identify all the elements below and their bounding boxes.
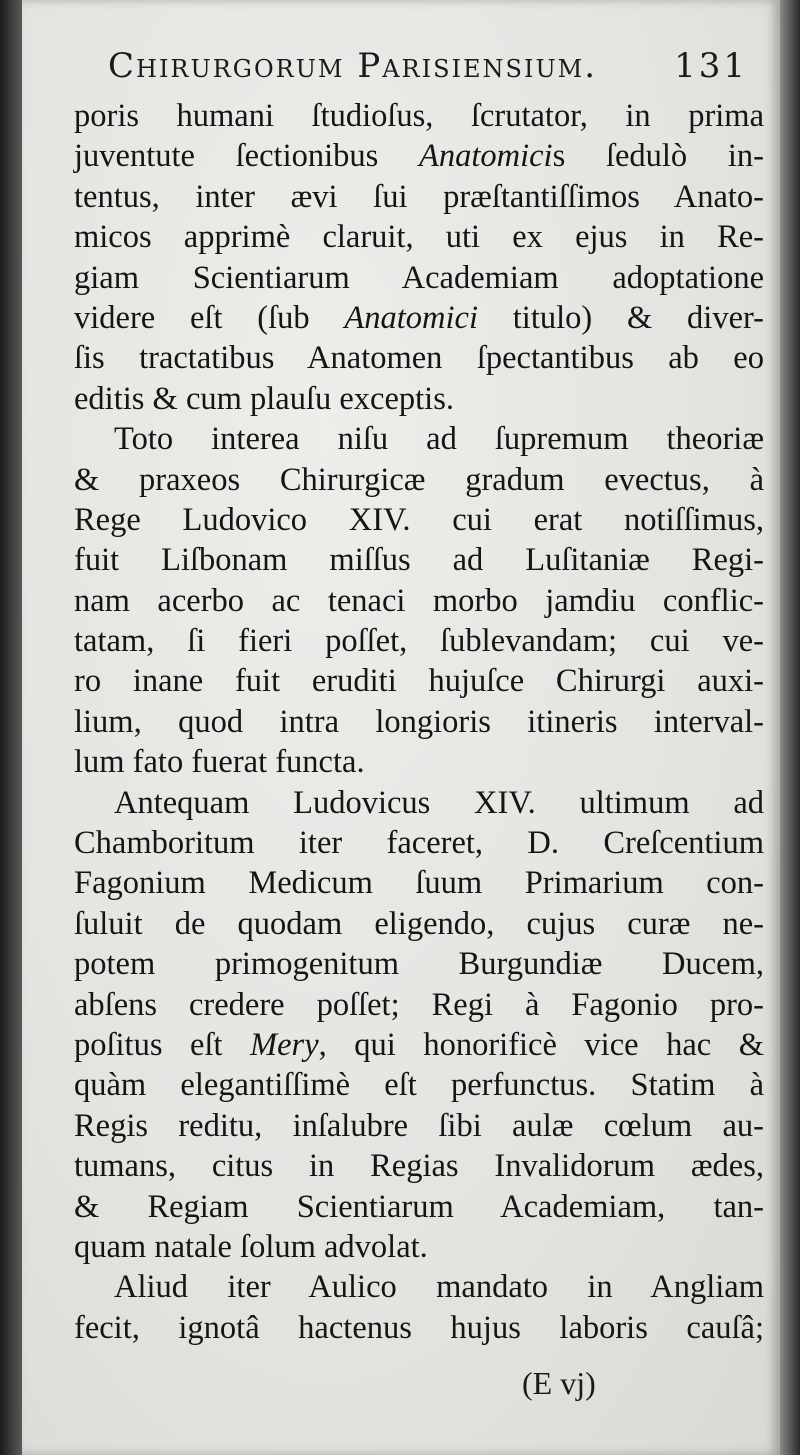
book-page — [22, 0, 780, 1455]
binding-edge — [0, 0, 22, 1455]
text-line: abſens credere poſſet; Regi à Fagonio pro- — [74, 986, 764, 1023]
text-line: quàm elegantiſſimè eſt perfunctus. Statim à — [74, 1067, 764, 1104]
text-line: tatam, ſi fieri poſſet, ſublevandam; cui ve- — [74, 623, 764, 660]
running-head — [108, 46, 748, 94]
text-line: giam Scientiarum Academiam adoptatione — [74, 259, 764, 296]
text-line: fuit Liſbonam miſſus ad Luſitaniæ Regi- — [74, 542, 764, 579]
catchword-signature: (E vj) — [522, 1365, 596, 1401]
text-line: editis & cum plauſu exceptis. — [74, 380, 454, 417]
text-line: lium, quod intra longioris itineris interval- — [74, 703, 764, 740]
italic-word: Mery — [250, 1026, 319, 1063]
text-line: tentus, inter ævi ſui præſtantiſſimos Anato- — [74, 178, 764, 215]
text-line: videre eſt (ſub Anatomici titulo) & diver- — [74, 299, 764, 336]
text-line: tumans, citus in Regias Invalidorum ædes, — [74, 1148, 764, 1185]
page-edge-shadow — [780, 0, 800, 1455]
text-line: juventute ſectionibus Anatomicis ſedulò in- — [74, 138, 764, 175]
text-line: lum fato fuerat functa. — [74, 744, 365, 781]
text-line: & Regiam Scientiarum Academiam, tan- — [74, 1188, 764, 1225]
italic-word: Anatomici — [344, 299, 478, 336]
text-line: Rege Ludovico XIV. cui erat notiſſimus, — [74, 501, 764, 538]
text-line: ro inane fuit eruditi hujuſce Chirurgi auxi- — [74, 663, 764, 700]
text-line: poris humani ſtudioſus, ſcrutator, in prima — [74, 98, 764, 134]
page-number: 131 — [674, 46, 748, 86]
text-line: & praxeos Chirurgicæ gradum evectus, à — [74, 461, 764, 498]
text-line: Fagonium Medicum ſuum Primarium con- — [74, 865, 764, 902]
text-line: Chamboritum iter faceret, D. Creſcentium — [74, 825, 764, 862]
text-line: ſuluit de quodam eligendo, cujus curæ ne- — [74, 905, 764, 942]
text-line: nam acerbo ac tenaci morbo jamdiu conflic- — [74, 582, 764, 619]
text-line: Aliud iter Aulico mandato in Angliam — [114, 1269, 764, 1306]
text-line: micos apprimè claruit, uti ex ejus in Re- — [74, 219, 764, 256]
italic-word: Anatomici — [418, 138, 553, 175]
text-line: Toto interea niſu ad ſupremum theoriæ — [114, 421, 764, 458]
text-line: ſis tractatibus Anatomen ſpectantibus ab eo — [74, 340, 764, 377]
text-line: Regis reditu, inſalubre ſibi aulæ cœlum au- — [74, 1107, 764, 1144]
text-line: fecit, ignotâ hactenus hujus laboris cauſâ; — [74, 1309, 764, 1346]
text-line: quam natale ſolum advolat. — [74, 1228, 428, 1265]
text-line: Antequam Ludovicus XIV. ultimum ad — [114, 784, 764, 821]
body-text — [74, 96, 764, 1348]
text-line: poſitus eſt Mery, qui honorificè vice hac & — [74, 1026, 764, 1063]
text-line: potem primogenitum Burgundiæ Ducem, — [74, 946, 764, 983]
running-title: Chirurgorum Parisiensium. — [108, 46, 598, 86]
